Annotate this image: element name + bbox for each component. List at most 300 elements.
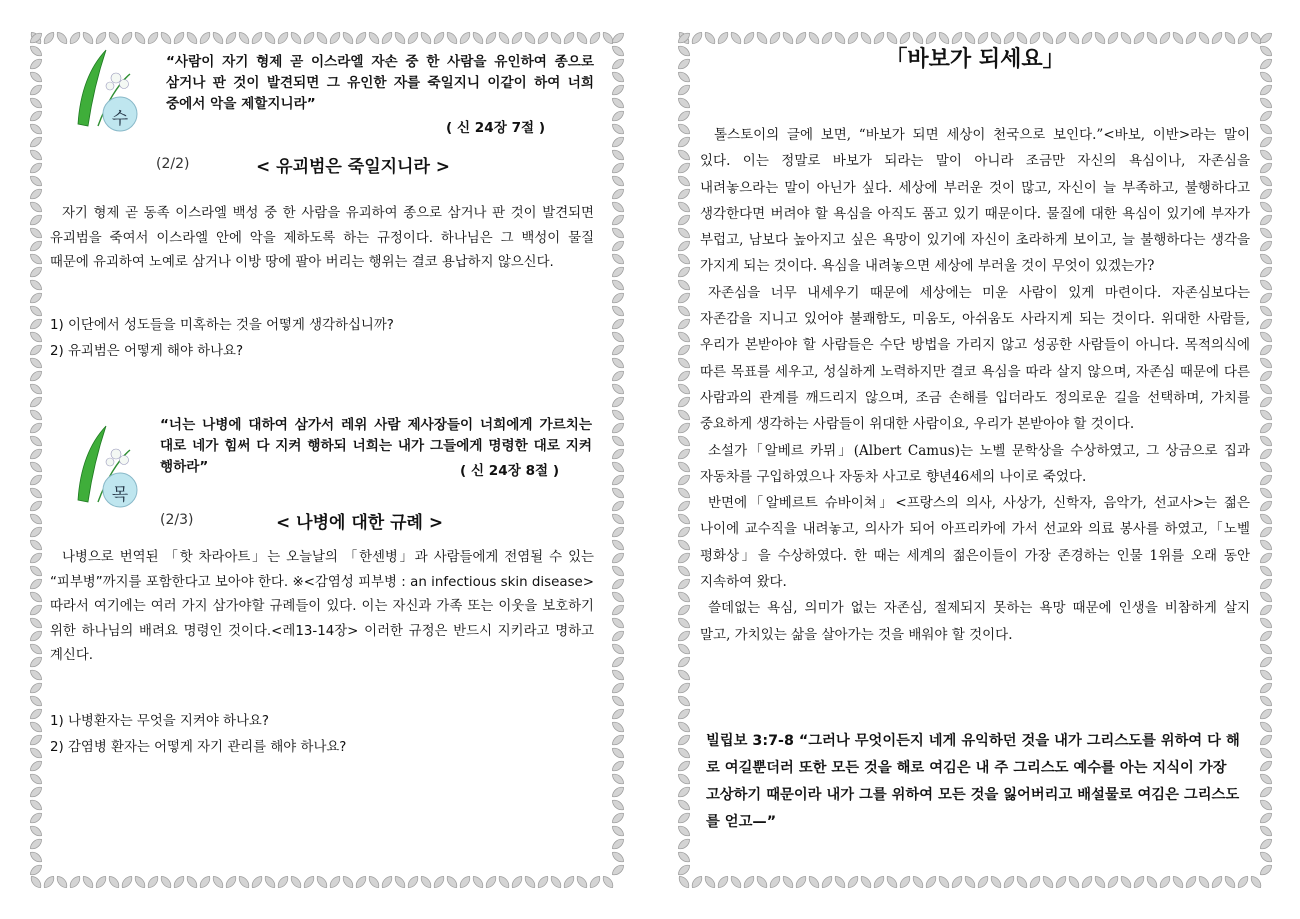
border-leaf-icon [950,874,964,889]
border-leaf-icon [28,538,43,552]
border-leaf-icon [1258,759,1273,773]
border-leaf-icon [610,356,625,370]
border-leaf-icon [1223,874,1237,889]
border-leaf-icon [610,785,625,799]
border-leaf-icon [676,278,691,292]
border-leaf-icon [755,874,769,889]
border-leaf-icon [794,874,808,889]
border-leaf-icon [610,616,625,630]
border-leaf-icon [367,30,381,45]
border-leaf-icon [28,408,43,422]
border-leaf-icon [610,239,625,253]
border-leaf-icon [1002,874,1016,889]
border-leaf-icon [28,148,43,162]
border-leaf-icon [610,161,625,175]
border-leaf-icon [610,291,625,305]
border-leaf-icon [676,109,691,123]
border-leaf-icon [1258,811,1273,825]
border-leaf-icon [28,499,43,513]
border-leaf-icon [676,824,691,838]
border-leaf-icon [676,135,691,149]
border-leaf-icon [1258,161,1273,175]
border-leaf-icon [263,874,277,889]
border-leaf-icon [28,759,43,773]
border-leaf-icon [676,421,691,435]
border-leaf-icon [610,96,625,110]
border-leaf-icon [445,874,459,889]
border-leaf-icon [562,874,576,889]
verse-reference: ( 신 24장 7절 ) [446,120,546,136]
border-leaf-icon [676,460,691,474]
border-leaf-icon [1258,837,1273,851]
border-leaf-icon [610,746,625,760]
border-leaf-icon [28,31,43,45]
border-leaf-icon [676,655,691,669]
border-leaf-icon [911,874,925,889]
border-leaf-icon [676,850,691,864]
border-leaf-icon [523,30,537,45]
border-leaf-icon [676,226,691,240]
border-leaf-icon [549,874,563,889]
border-leaf-icon [28,122,43,136]
border-leaf-icon [1258,798,1273,812]
border-leaf-icon [575,30,589,45]
border-leaf-icon [1258,668,1273,682]
border-leaf-icon [28,486,43,500]
border-leaf-icon [676,707,691,721]
border-leaf-icon [28,772,43,786]
scripture-reference: 빌립보 3:7-8 [706,733,794,749]
border-leaf-icon [610,668,625,682]
border-leaf-icon [224,30,238,45]
border-leaf-icon [1258,83,1273,97]
border-leaf-icon [1258,785,1273,799]
border-leaf-icon [859,874,873,889]
border-leaf-icon [497,874,511,889]
border-leaf-icon [676,395,691,409]
border-leaf-icon [976,874,990,889]
border-leaf-icon [610,408,625,422]
border-leaf-icon [1015,874,1029,889]
border-leaf-icon [601,30,615,45]
border-leaf-icon [1258,538,1273,552]
border-leaf-icon [354,874,368,889]
border-leaf-icon [1258,681,1273,695]
border-leaf-icon [28,343,43,357]
border-leaf-icon [1258,434,1273,448]
border-leaf-icon [610,278,625,292]
border-leaf-icon [1171,874,1185,889]
border-leaf-icon [610,174,625,188]
border-leaf-icon [676,356,691,370]
border-leaf-icon [610,213,625,227]
border-leaf-icon [676,629,691,643]
border-leaf-icon [263,30,277,45]
border-leaf-icon [28,720,43,734]
border-leaf-icon [1197,874,1211,889]
border-leaf-icon [302,874,316,889]
border-leaf-icon [1258,187,1273,201]
border-leaf-icon [1258,96,1273,110]
border-leaf-icon [484,30,498,45]
border-leaf-icon [676,525,691,539]
border-leaf-icon [676,369,691,383]
border-leaf-icon [676,330,691,344]
border-leaf-icon [211,874,225,889]
border-leaf-icon [28,291,43,305]
border-leaf-icon [676,720,691,734]
scripture-text: “그러나 무엇이든지 네게 유익하던 것을 내가 그리스도를 위하여 다 해로 여길뿐더러 또한 모든 것을 해로 여김은 내 주 그리스도 예수를 아는 지식이 가장 고상하기 때문이라 내가 그를 위하여 모든 것을 잃어버리고 배설물로 여김은 그리스도를 얻고—” [706,733,1240,830]
border-leaf-icon [610,343,625,357]
border-leaf-icon [81,874,95,889]
border-leaf-icon [676,408,691,422]
border-leaf-icon [575,874,589,889]
border-leaf-icon [1258,616,1273,630]
border-leaf-icon [610,135,625,149]
border-leaf-icon [610,720,625,734]
lily-badge-icon [58,44,148,134]
border-leaf-icon [676,447,691,461]
border-leaf-icon [1258,122,1273,136]
border-leaf-icon [1258,421,1273,435]
border-leaf-icon [1258,863,1273,877]
border-leaf-icon [211,30,225,45]
border-leaf-icon [120,874,134,889]
border-leaf-icon [1258,603,1273,617]
border-leaf-icon [1210,874,1224,889]
border-leaf-icon [610,759,625,773]
border-leaf-icon [676,681,691,695]
border-leaf-icon [768,874,782,889]
border-leaf-icon [676,213,691,227]
border-leaf-icon [28,577,43,591]
border-leaf-icon [610,200,625,214]
border-leaf-icon [1258,733,1273,747]
border-leaf-icon [676,811,691,825]
border-leaf-icon [1258,499,1273,513]
border-leaf-icon [676,837,691,851]
border-leaf-icon [610,473,625,487]
border-leaf-icon [28,421,43,435]
border-leaf-icon [1258,226,1273,240]
border-leaf-icon [42,874,56,889]
border-leaf-icon [536,874,550,889]
border-leaf-icon [676,187,691,201]
border-leaf-icon [1258,382,1273,396]
border-leaf-icon [1258,707,1273,721]
border-leaf-icon [610,187,625,201]
border-leaf-icon [458,30,472,45]
border-leaf-icon [28,733,43,747]
border-leaf-icon [94,874,108,889]
lily-badge-icon [58,420,148,510]
border-leaf-icon [28,564,43,578]
border-leaf-icon [237,30,251,45]
border-leaf-icon [610,733,625,747]
border-leaf-icon [676,200,691,214]
border-leaf-icon [610,811,625,825]
border-leaf-icon [185,30,199,45]
border-leaf-icon [28,512,43,526]
border-leaf-icon [28,629,43,643]
border-leaf-icon [1258,564,1273,578]
border-leaf-icon [989,874,1003,889]
border-leaf-icon [610,382,625,396]
border-leaf-icon [28,317,43,331]
border-leaf-icon [676,486,691,500]
border-leaf-icon [28,447,43,461]
border-leaf-icon [610,642,625,656]
section-paragraph: 자기 형제 곧 동족 이스라엘 백성 중 한 사람을 유괴하여 종으로 삼거나 판 것이 발견되면 유괴범을 죽여서 이스라엘 안에 악을 제하도록 하는 규정이다. 하나님은 그 백성이 물질 때문에 유괴하여 노예로 삼거나 이방 땅에 팔아 버리는 행위는 결코 용납하지 않으신다. [50,206,594,271]
border-leaf-icon [146,874,160,889]
border-leaf-icon [28,265,43,279]
border-leaf-icon [610,421,625,435]
border-leaf-icon [610,447,625,461]
border-leaf-icon [28,616,43,630]
border-leaf-icon [1258,655,1273,669]
border-leaf-icon [198,30,212,45]
border-leaf-icon [28,668,43,682]
badge-character: 목 [111,485,129,505]
border-leaf-icon [28,213,43,227]
question-item: 2) 유괴범은 어떻게 해야 하나요? [50,344,244,359]
border-leaf-icon [610,564,625,578]
border-leaf-icon [1184,874,1198,889]
border-leaf-icon [250,874,264,889]
border-leaf-icon [1258,317,1273,331]
border-leaf-icon [610,148,625,162]
border-leaf-icon [676,148,691,162]
border-leaf-icon [1258,590,1273,604]
border-leaf-icon [28,252,43,266]
border-leaf-icon [1258,304,1273,318]
border-leaf-icon [250,30,264,45]
border-leaf-icon [1249,874,1263,889]
section-title: < 유괴범은 죽일지니라 > [256,157,451,177]
border-leaf-icon [28,473,43,487]
border-leaf-icon [676,499,691,513]
border-leaf-icon [1258,408,1273,422]
border-leaf-icon [380,30,394,45]
border-leaf-icon [1258,265,1273,279]
border-leaf-icon [610,304,625,318]
border-leaf-icon [185,874,199,889]
border-leaf-icon [820,874,834,889]
border-leaf-icon [55,874,69,889]
border-leaf-icon [716,874,730,889]
border-leaf-icon [510,874,524,889]
border-leaf-icon [28,44,43,58]
border-leaf-icon [28,304,43,318]
border-leaf-icon [676,733,691,747]
border-leaf-icon [846,874,860,889]
question-item: 2) 감염병 환자는 어떻게 자기 관리를 해야 하나요? [50,740,347,755]
border-leaf-icon [676,785,691,799]
badge-character: 수 [111,109,129,129]
border-leaf-icon [237,874,251,889]
border-leaf-icon [781,874,795,889]
border-leaf-icon [1145,874,1159,889]
border-leaf-icon [28,174,43,188]
border-leaf-icon [676,798,691,812]
border-leaf-icon [133,874,147,889]
border-leaf-icon [610,395,625,409]
border-leaf-icon [1258,369,1273,383]
border-leaf-icon [393,30,407,45]
border-leaf-icon [676,668,691,682]
border-leaf-icon [610,57,625,71]
border-leaf-icon [484,874,498,889]
border-leaf-icon [676,564,691,578]
border-leaf-icon [302,30,316,45]
border-leaf-icon [497,30,511,45]
border-leaf-icon [380,874,394,889]
border-leaf-icon [328,30,342,45]
border-leaf-icon [432,30,446,45]
border-leaf-icon [28,83,43,97]
border-leaf-icon [1258,850,1273,864]
border-leaf-icon [1132,874,1146,889]
border-leaf-icon [328,874,342,889]
border-leaf-icon [28,460,43,474]
border-leaf-icon [276,874,290,889]
border-leaf-icon [28,382,43,396]
border-leaf-icon [610,590,625,604]
border-leaf-icon [676,590,691,604]
border-leaf-icon [610,109,625,123]
border-leaf-icon [610,655,625,669]
border-leaf-icon [676,473,691,487]
question-item: 1) 나병환자는 무엇을 지켜야 하나요? [50,714,269,729]
border-leaf-icon [676,434,691,448]
border-leaf-icon [28,330,43,344]
border-leaf-icon [28,525,43,539]
border-leaf-icon [833,874,847,889]
essay-paragraph: 톨스토이의 글에 보면, “바보가 되면 세상이 천국으로 보인다.”<바보, 이반>라는 말이 있다. 이는 정말로 바보가 되라는 말이 아니라 조금만 자신의 욕심이나, 자존심을 내려놓으라는 말이 아닌가 싶다. 세상에 부러운 것이 많고, 자신이 늘 부족하고, 불행하다고 생각한다면 버려야 할 욕심을 아직도 품고 있기 때문이다. 물질에 대한 욕심이 있기에 부자가 부럽고, 남보다 높아지고 싶은 욕망이 있기에 자신이 초라하게 보이고, 늘 불행하다는 생각을 가지게 되는 것이다. 욕심을 내려놓으면 세상에 부러울 것이 무엇이 있겠는가? [700,127,1250,275]
border-leaf-icon [610,226,625,240]
page-count: (2/3) [160,512,194,528]
border-leaf-icon [690,874,704,889]
border-leaf-icon [610,798,625,812]
border-leaf-icon [601,874,615,889]
border-leaf-icon [1258,278,1273,292]
border-leaf-icon [885,874,899,889]
essay-paragraph: 소설가「알베르 카뮈」(Albert Camus)는 노벨 문학상을 수상하였고, 그 상금으로 집과 자동차를 구입하였으나 자동차 사고로 향년46세의 나이로 죽었다. [700,442,1250,485]
border-leaf-icon [610,603,625,617]
border-leaf-icon [1258,460,1273,474]
border-leaf-icon [445,30,459,45]
border-leaf-icon [28,200,43,214]
border-leaf-icon [523,874,537,889]
border-leaf-icon [807,874,821,889]
border-leaf-icon [610,317,625,331]
border-leaf-icon [937,874,951,889]
border-leaf-icon [610,694,625,708]
border-leaf-icon [610,772,625,786]
border-leaf-icon [1258,356,1273,370]
border-leaf-icon [610,551,625,565]
border-leaf-icon [676,83,691,97]
border-leaf-icon [1236,874,1250,889]
verse-reference: ( 신 24장 8절 ) [460,463,560,479]
border-leaf-icon [1258,148,1273,162]
border-leaf-icon [276,30,290,45]
border-leaf-icon [28,109,43,123]
border-leaf-icon [28,239,43,253]
border-leaf-icon [1258,551,1273,565]
border-leaf-icon [471,30,485,45]
border-leaf-icon [1119,874,1133,889]
border-leaf-icon [610,824,625,838]
border-leaf-icon [1258,291,1273,305]
border-leaf-icon [1258,135,1273,149]
border-leaf-icon [677,874,691,889]
border-leaf-icon [676,746,691,760]
scripture-quote [706,728,1244,836]
border-leaf-icon [406,30,420,45]
border-leaf-icon [676,96,691,110]
border-leaf-icon [676,538,691,552]
border-leaf-icon [610,83,625,97]
border-leaf-icon [28,798,43,812]
page-title: 「바보가 되세요」 [885,47,1065,72]
border-leaf-icon [610,330,625,344]
border-leaf-icon [676,174,691,188]
border-leaf-icon [471,874,485,889]
border-leaf-icon [676,772,691,786]
border-leaf-icon [676,291,691,305]
border-leaf-icon [1258,395,1273,409]
border-leaf-icon [1258,720,1273,734]
border-leaf-icon [432,874,446,889]
border-leaf-icon [28,681,43,695]
border-leaf-icon [1258,252,1273,266]
border-leaf-icon [1158,874,1172,889]
border-leaf-icon [676,382,691,396]
border-leaf-icon [28,603,43,617]
border-leaf-icon [1258,447,1273,461]
border-leaf-icon [28,135,43,149]
border-leaf-icon [588,874,602,889]
essay-paragraph: 반면에「알베르트 슈바이쳐」<프랑스의 의사, 사상가, 신학자, 음악가, 선교사>는 젊은 나이에 교수직을 내려놓고, 의사가 되어 아프리카에 가서 선교와 의료 봉사를 하였고,「노벨 평화상」을 수상하였다. 한 때는 세계의 젊은이들이 가장 존경하는 인물 1위를 오래 동안 지속하여 왔다. [700,495,1250,591]
border-leaf-icon [68,874,82,889]
border-leaf-icon [28,590,43,604]
border-leaf-icon [28,434,43,448]
border-leaf-icon [610,434,625,448]
border-leaf-icon [898,874,912,889]
border-leaf-icon [729,874,743,889]
border-leaf-icon [172,30,186,45]
border-leaf-icon [610,70,625,84]
border-leaf-icon [676,551,691,565]
border-leaf-icon [562,30,576,45]
border-leaf-icon [354,30,368,45]
border-leaf-icon [107,874,121,889]
border-leaf-icon [28,707,43,721]
border-leaf-icon [588,30,602,45]
border-leaf-icon [1258,824,1273,838]
border-leaf-icon [1106,874,1120,889]
border-leaf-icon [28,57,43,71]
border-leaf-icon [676,642,691,656]
border-leaf-icon [610,512,625,526]
border-leaf-icon [963,874,977,889]
border-leaf-icon [406,874,420,889]
border-leaf-icon [676,161,691,175]
border-leaf-icon [703,874,717,889]
border-leaf-icon [198,874,212,889]
border-leaf-icon [610,499,625,513]
